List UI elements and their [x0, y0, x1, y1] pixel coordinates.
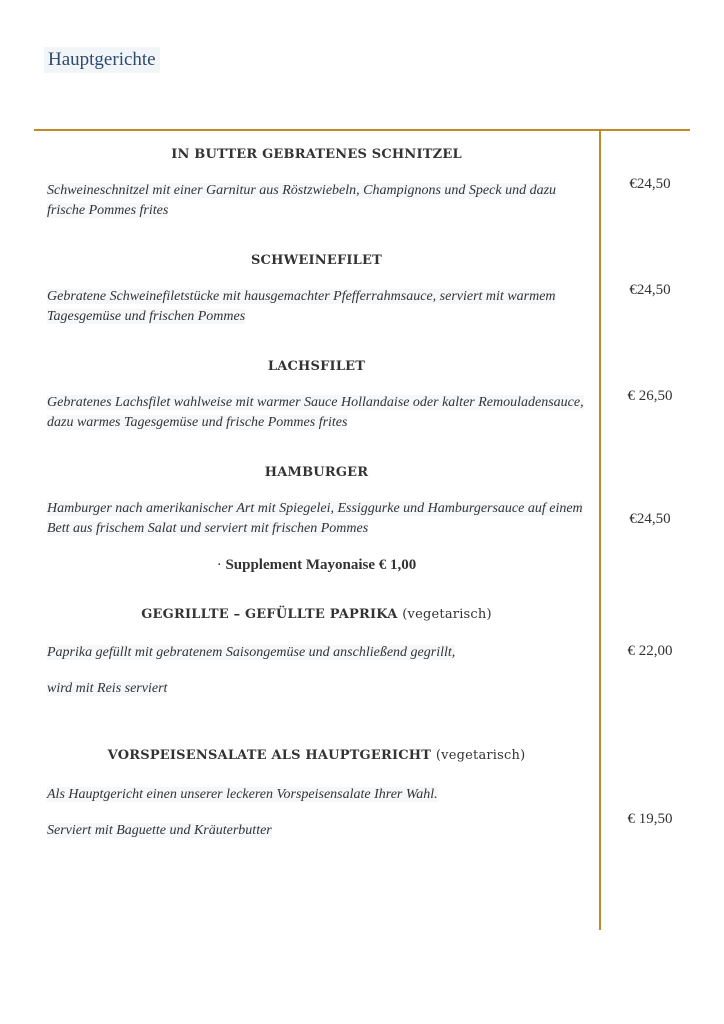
dish-price: €24,50 [629, 176, 671, 192]
dish-price: € 26,50 [627, 388, 673, 404]
dish-description: Gebratenes Lachsfilet wahlweise mit warmer Sauce Hollandaise oder kalter Remouladensauce, dazu warmes Tagesgemüse und frische Pommes frites [47, 395, 584, 430]
dish-description: Paprika gefüllt mit gebratenem Saisongemüse und anschließend gegrillt, [47, 645, 456, 660]
dish-title: LACHSFILET [267, 359, 366, 374]
dish-price: € 19,50 [627, 811, 673, 827]
supplement-note: · Supplement Mayonaise € 1,00 [216, 557, 417, 573]
dish-title: VORSPEISENSALATE ALS HAUPTGERICHT (vegetarisch) [107, 748, 526, 763]
dish-description: wird mit Reis serviert [47, 681, 168, 696]
dish-price: €24,50 [629, 282, 671, 298]
dish-description: Als Hauptgericht einen unserer leckeren Vorspeisensalate Ihrer Wahl. [47, 787, 438, 802]
dish-title: SCHWEINEFILET [250, 253, 383, 268]
dish-description: Schweineschnitzel mit einer Garnitur aus Röstzwiebeln, Champignons und Speck und dazu frische Pommes frites [47, 183, 557, 218]
dish-description: Gebratene Schweinefiletstücke mit hausgemachter Pfefferrahmsauce, serviert mit warmem Tagesgemüse und frischen Pommes [47, 289, 556, 324]
top-divider [34, 129, 690, 131]
dish-title: GEGRILLTE – GEFÜLLTE PAPRIKA (vegetarisch) [141, 607, 492, 622]
dish-price: € 22,00 [627, 643, 673, 659]
dish-title: HAMBURGER [264, 465, 369, 480]
dish-description: Hamburger nach amerikanischer Art mit Spiegelei, Essiggurke und Hamburgersauce auf einem Bett aus frischem Salat und serviert mit frischen Pommes [47, 501, 583, 536]
dish-description: Serviert mit Baguette und Kräuterbutter [47, 823, 272, 838]
price-column-divider [599, 129, 601, 930]
dish-title: IN BUTTER GEBRATENES SCHNITZEL [171, 147, 462, 162]
page-title: Hauptgerichte [44, 47, 160, 73]
dish-price: €24,50 [629, 511, 671, 527]
